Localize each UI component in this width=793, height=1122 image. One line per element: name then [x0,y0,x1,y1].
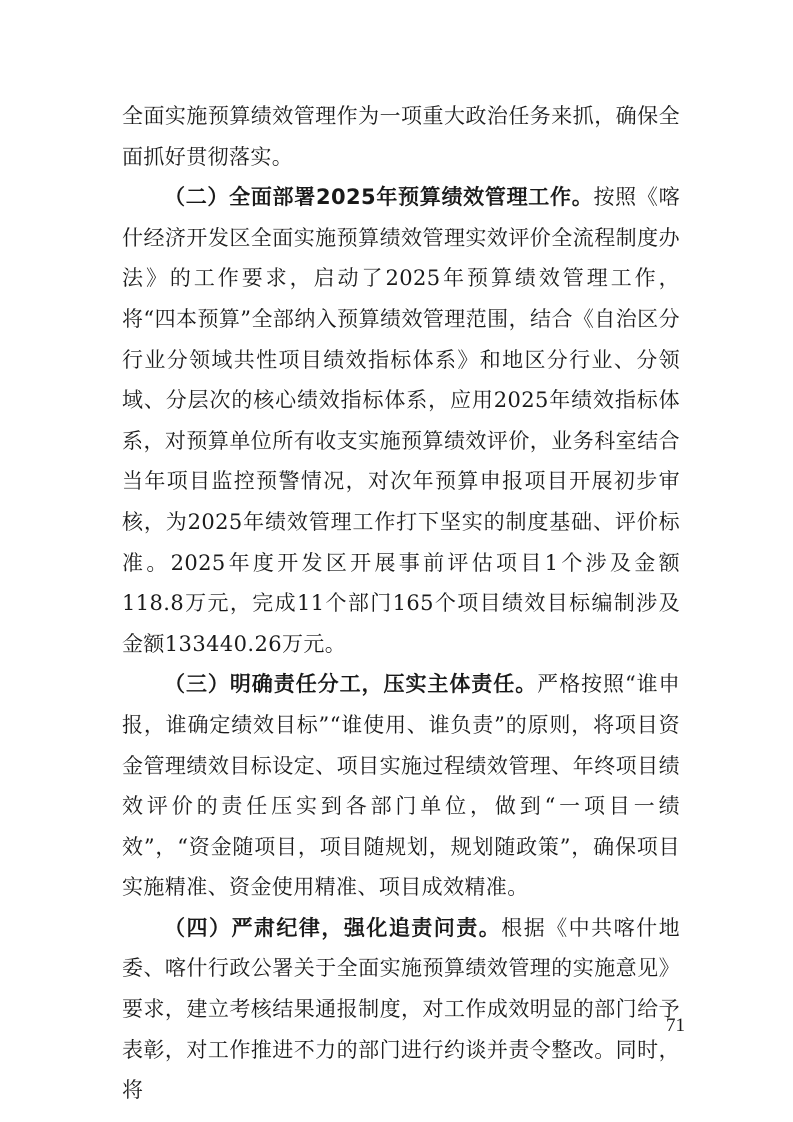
page-number: 71 [666,1015,685,1036]
paragraph-continuation [122,96,680,177]
section-heading-4: （四）严肃纪律，强化追责问责。 [164,915,502,940]
paragraph-text: 严格按照“谁申报，谁确定绩效目标”“谁使用、谁负责”的原则，将项目资金管理绩效目标设定、项目实施过程绩效管理、年终项目绩效评价的责任压实到各部门单位，做到“一项目一绩效”，“资金随项目，项目随规划，规划随政策”，确保项目实施精准、资金使用精准、项目成效精准。 [122,672,680,900]
paragraph-text: 根据《中共喀什地委、喀什行政公署关于全面实施预算绩效管理的实施意见》要求，建立考核结果通报制度，对工作成效明显的部门给予表彰，对工作推进不力的部门进行约谈并责令整改。同时，将 [122,915,681,1103]
paragraph-text: 全面实施预算绩效管理作为一项重大政治任务来抓，确保全面抓好贯彻落实。 [122,104,680,169]
section-heading-2: （二）全面部署2025年预算绩效管理工作。 [164,185,594,210]
section-heading-3: （三）明确责任分工，压实主体责任。 [164,672,538,697]
paragraph-responsibility [122,664,680,908]
paragraph-budget-deployment [122,177,680,664]
body-text [122,96,680,1111]
paragraph-text: 按照《喀什经济开发区全面实施预算绩效管理实效评价全流程制度办法》的工作要求，启动了2025年预算绩效管理工作，将“四本预算”全部纳入预算绩效管理范围，结合《自治区分行业分领域共性项目绩效指标体系》和地区分行业、分领域、分层次的核心绩效指标体系，应用2025年绩效指标体系，对预算单位所有收支实施预算绩效评价，业务科室结合当年项目监控预警情况，对次年预算申报项目开展初步审核，为2025年绩效管理工作打下坚实的制度基础、评价标准。2025年度开发区开展事前评估项目1个涉及金额118.8万元，完成11个部门165个项目绩效目标编制涉及金额133440.26万元。 [122,185,680,656]
paragraph-discipline [122,908,680,1111]
